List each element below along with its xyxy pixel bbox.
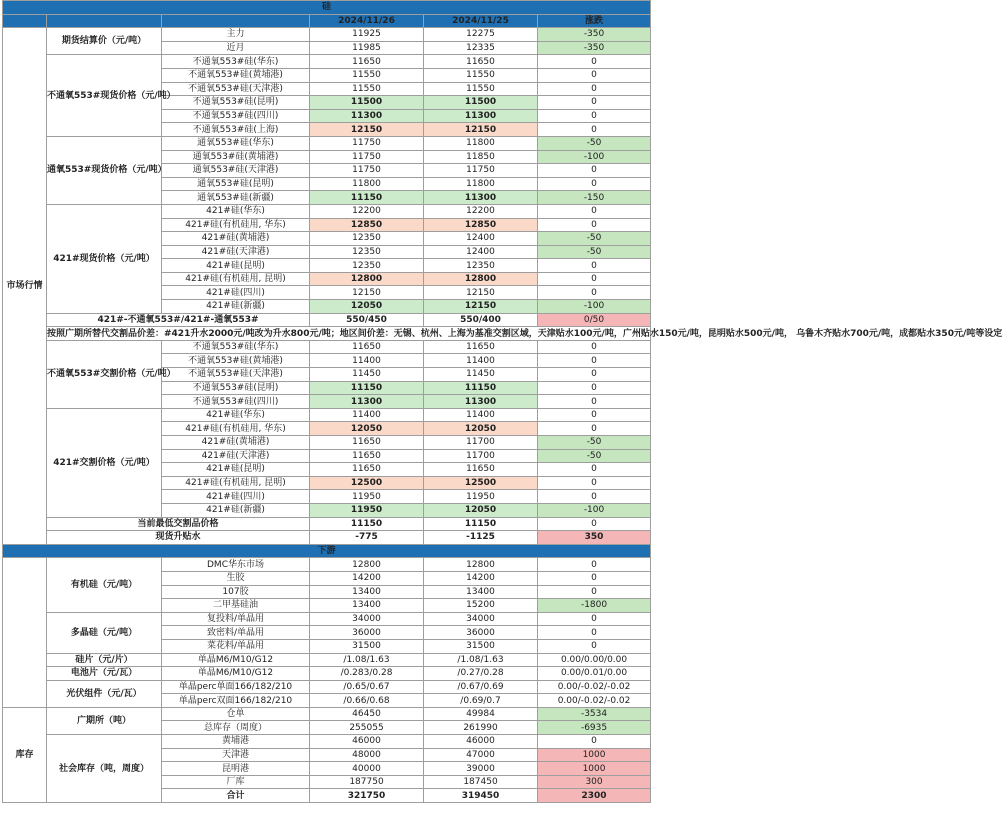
header-title-row: [3, 1, 651, 15]
value-date1: 11950: [310, 490, 424, 504]
value-date1: -775: [310, 531, 424, 545]
value-date1: 11150: [310, 381, 424, 395]
item-name: 单晶M6/M10/G12: [162, 653, 310, 667]
value-date2: 12500: [424, 476, 538, 490]
item-name: 421#硅(有机硅用, 华东): [162, 422, 310, 436]
category-label: 硅片（元/片）: [47, 653, 162, 667]
value-date2: 49984: [424, 707, 538, 721]
value-date1: 48000: [310, 748, 424, 762]
value-date2: 11150: [424, 517, 538, 531]
value-date1: 14200: [310, 571, 424, 585]
value-date2: 13400: [424, 585, 538, 599]
table-row: [3, 136, 651, 150]
item-name: 通氧553#硅(黄埔港): [162, 150, 310, 164]
value-date1: 11400: [310, 408, 424, 422]
item-name: DMC华东市场: [162, 558, 310, 572]
item-name: 不通氧553#硅(昆明): [162, 381, 310, 395]
value-change: 0: [538, 204, 651, 218]
value-change: 0: [538, 272, 651, 286]
value-date2: -1125: [424, 531, 538, 545]
min-delivery-label: 当前最低交割品价格: [47, 517, 310, 531]
value-date1: 321750: [310, 789, 424, 803]
value-date2: 12150: [424, 286, 538, 300]
value-date2: 11300: [424, 395, 538, 409]
value-date1: 12850: [310, 218, 424, 232]
spread-row: [3, 313, 651, 327]
value-change: 0: [538, 381, 651, 395]
value-change: 0: [538, 626, 651, 640]
item-name: 不通氧553#硅(天津港): [162, 82, 310, 96]
value-date2: 12200: [424, 204, 538, 218]
value-date2: 11700: [424, 449, 538, 463]
item-name: 生胶: [162, 571, 310, 585]
item-name: 421#硅(新疆): [162, 503, 310, 517]
value-date1: /0.65/0.67: [310, 680, 424, 694]
item-name: 单晶perc双面166/182/210: [162, 694, 310, 708]
delivery-note: 按照广期所替代交割品价差：#421升水2000元/吨改为升水800元/吨；地区间价差：无锡、杭州、上海为基准交割区域，天津贴水100元/吨，广州贴水150元/吨，昆明贴水500元/吨， 乌鲁木齐贴水700元/吨，成都贴水350元/吨等设定: [47, 328, 1002, 339]
value-date2: 14200: [424, 571, 538, 585]
value-date2: 11400: [424, 408, 538, 422]
value-change: -100: [538, 503, 651, 517]
corner-cell: [162, 14, 310, 28]
item-name: 421#硅(黄埔港): [162, 436, 310, 450]
value-change: -50: [538, 436, 651, 450]
value-date2: 12800: [424, 272, 538, 286]
value-date1: 11650: [310, 436, 424, 450]
value-date2: 34000: [424, 612, 538, 626]
basis-label: 现货升贴水: [47, 531, 310, 545]
value-change: 0: [538, 408, 651, 422]
value-change: -350: [538, 28, 651, 42]
item-name: 近月: [162, 41, 310, 55]
value-date2: 11300: [424, 191, 538, 205]
item-name: 黄埔港: [162, 735, 310, 749]
inventory-section-label: 库存: [3, 707, 47, 802]
value-change: 0: [538, 476, 651, 490]
value-date2: /0.69/0.7: [424, 694, 538, 708]
value-date1: 11750: [310, 164, 424, 178]
item-name: 合计: [162, 789, 310, 803]
value-change: 0/50: [538, 313, 651, 327]
value-change: 300: [538, 775, 651, 789]
value-date2: 12850: [424, 218, 538, 232]
value-change: 2300: [538, 789, 651, 803]
value-date1: 34000: [310, 612, 424, 626]
value-date2: 11650: [424, 55, 538, 69]
item-name: 不通氧553#硅(四川): [162, 395, 310, 409]
value-date2: 550/400: [424, 313, 538, 327]
value-date2: /0.27/0.28: [424, 667, 538, 681]
section-label: 市场行情: [3, 28, 47, 545]
value-date2: 11500: [424, 96, 538, 110]
table-row: [3, 680, 651, 694]
column-date2: 2024/11/25: [424, 14, 538, 28]
note-row: [3, 327, 651, 341]
value-date2: 261990: [424, 721, 538, 735]
value-date2: 11550: [424, 82, 538, 96]
value-date2: 12400: [424, 245, 538, 259]
value-date1: 11150: [310, 517, 424, 531]
value-change: 0: [538, 259, 651, 273]
downstream-header-row: [3, 544, 651, 558]
value-change: -350: [538, 41, 651, 55]
category-label: 有机硅（元/吨）: [47, 558, 162, 612]
value-date2: 11450: [424, 368, 538, 382]
value-date2: 11650: [424, 340, 538, 354]
value-date1: /0.283/0.28: [310, 667, 424, 681]
item-name: 通氧553#硅(新疆): [162, 191, 310, 205]
value-date2: 12400: [424, 232, 538, 246]
value-date2: 12050: [424, 503, 538, 517]
item-name: 通氧553#硅(昆明): [162, 177, 310, 191]
value-date1: 12050: [310, 300, 424, 314]
value-date2: 12275: [424, 28, 538, 42]
value-date2: 46000: [424, 735, 538, 749]
value-date2: 15200: [424, 599, 538, 613]
value-date2: 12150: [424, 300, 538, 314]
spread-label: 421#-不通氧553#/421#-通氧553#: [47, 313, 310, 327]
value-date2: 12150: [424, 123, 538, 137]
table-row: [3, 558, 651, 572]
value-date1: 11300: [310, 109, 424, 123]
item-name: 复投料/单晶用: [162, 612, 310, 626]
item-name: 421#硅(有机硅用, 昆明): [162, 272, 310, 286]
value-change: 0: [538, 422, 651, 436]
value-change: -50: [538, 136, 651, 150]
value-date1: 40000: [310, 762, 424, 776]
item-name: 总库存（周度）: [162, 721, 310, 735]
item-name: 421#硅(昆明): [162, 463, 310, 477]
value-date2: 11750: [424, 164, 538, 178]
value-change: -6935: [538, 721, 651, 735]
table-row: [3, 707, 651, 721]
value-date1: 11450: [310, 368, 424, 382]
value-date1: 11300: [310, 395, 424, 409]
value-date1: 12200: [310, 204, 424, 218]
category-label: 421#现货价格（元/吨）: [47, 204, 162, 313]
value-change: -3534: [538, 707, 651, 721]
value-date1: 11650: [310, 55, 424, 69]
value-date2: 11300: [424, 109, 538, 123]
item-name: 天津港: [162, 748, 310, 762]
value-date1: 11925: [310, 28, 424, 42]
value-date1: 11500: [310, 96, 424, 110]
table-row: [3, 735, 651, 749]
value-date1: 46000: [310, 735, 424, 749]
category-label: 通氧553#现货价格（元/吨）: [47, 136, 162, 204]
value-date2: 47000: [424, 748, 538, 762]
item-name: 不通氧553#硅(黄埔港): [162, 354, 310, 368]
item-name: 421#硅(天津港): [162, 245, 310, 259]
item-name: 菜花料/单晶用: [162, 639, 310, 653]
value-date2: 11950: [424, 490, 538, 504]
value-date1: 12500: [310, 476, 424, 490]
column-date1: 2024/11/26: [310, 14, 424, 28]
value-date1: /0.66/0.68: [310, 694, 424, 708]
item-name: 421#硅(天津港): [162, 449, 310, 463]
table-row: [3, 340, 651, 354]
downstream-section-blank: [3, 558, 47, 708]
value-change: 0: [538, 340, 651, 354]
item-name: 通氧553#硅(天津港): [162, 164, 310, 178]
table-row: [3, 667, 651, 681]
value-date1: 11650: [310, 340, 424, 354]
category-label: 不通氧553#现货价格（元/吨）: [47, 55, 162, 137]
item-name: 致密料/单晶用: [162, 626, 310, 640]
column-change: 涨跌: [538, 14, 651, 28]
value-change: -100: [538, 150, 651, 164]
value-date2: 11800: [424, 136, 538, 150]
value-date2: 11700: [424, 436, 538, 450]
item-name: 不通氧553#硅(天津港): [162, 368, 310, 382]
item-name: 单晶M6/M10/G12: [162, 667, 310, 681]
item-name: 421#硅(华东): [162, 408, 310, 422]
category-label: 广期所（吨）: [47, 707, 162, 734]
table-row: [3, 408, 651, 422]
value-date1: 11750: [310, 136, 424, 150]
value-change: 1000: [538, 762, 651, 776]
value-date2: 12350: [424, 259, 538, 273]
value-change: 0: [538, 612, 651, 626]
value-date2: 12050: [424, 422, 538, 436]
item-name: 421#硅(有机硅用, 昆明): [162, 476, 310, 490]
category-label: 社会库存（吨，周度）: [47, 735, 162, 803]
value-change: -150: [538, 191, 651, 205]
value-date1: 11550: [310, 68, 424, 82]
item-name: 421#硅(有机硅用, 华东): [162, 218, 310, 232]
item-name: 421#硅(黄埔港): [162, 232, 310, 246]
value-change: 0: [538, 218, 651, 232]
value-change: 0: [538, 55, 651, 69]
item-name: 不通氧553#硅(华东): [162, 55, 310, 69]
category-label: 光伏组件（元/瓦）: [47, 680, 162, 707]
value-date1: 12350: [310, 245, 424, 259]
value-change: 0: [538, 82, 651, 96]
value-date1: 13400: [310, 585, 424, 599]
category-label: 421#交割价格（元/吨）: [47, 408, 162, 517]
silicon-price-table: [2, 0, 1002, 803]
value-date1: 12050: [310, 422, 424, 436]
value-date2: 319450: [424, 789, 538, 803]
item-name: 不通氧553#硅(昆明): [162, 96, 310, 110]
value-change: 0: [538, 354, 651, 368]
item-name: 421#硅(新疆): [162, 300, 310, 314]
value-date1: 12150: [310, 286, 424, 300]
value-date1: 11950: [310, 503, 424, 517]
value-date1: 12800: [310, 272, 424, 286]
value-date2: 11850: [424, 150, 538, 164]
value-date1: 36000: [310, 626, 424, 640]
value-change: -50: [538, 449, 651, 463]
value-change: 0: [538, 68, 651, 82]
category-label: 电池片（元/瓦）: [47, 667, 162, 681]
value-date2: /0.67/0.69: [424, 680, 538, 694]
value-date2: 36000: [424, 626, 538, 640]
value-change: 0: [538, 490, 651, 504]
value-change: 0: [538, 368, 651, 382]
value-date1: 187750: [310, 775, 424, 789]
item-name: 二甲基硅油: [162, 599, 310, 613]
category-label: 不通氧553#交割价格（元/吨）: [47, 340, 162, 408]
value-date1: 11650: [310, 449, 424, 463]
item-name: 仓单: [162, 707, 310, 721]
value-change: 350: [538, 531, 651, 545]
value-change: 0: [538, 585, 651, 599]
value-date1: 13400: [310, 599, 424, 613]
table-row: [3, 612, 651, 626]
value-date1: 11650: [310, 463, 424, 477]
value-change: 0: [538, 463, 651, 477]
item-name: 不通氧553#硅(上海): [162, 123, 310, 137]
value-change: 0.00/-0.02/-0.02: [538, 694, 651, 708]
value-change: 0: [538, 558, 651, 572]
corner-cell: [47, 14, 162, 28]
value-date1: 31500: [310, 639, 424, 653]
item-name: 昆明港: [162, 762, 310, 776]
value-date1: 12150: [310, 123, 424, 137]
value-date1: 12350: [310, 232, 424, 246]
value-date2: 11400: [424, 354, 538, 368]
category-label: 期货结算价（元/吨）: [47, 28, 162, 55]
value-change: -50: [538, 245, 651, 259]
value-date2: 31500: [424, 639, 538, 653]
item-name: 421#硅(四川): [162, 490, 310, 504]
item-name: 107胶: [162, 585, 310, 599]
value-date2: 11650: [424, 463, 538, 477]
value-date1: 12800: [310, 558, 424, 572]
item-name: 421#硅(四川): [162, 286, 310, 300]
value-date1: 550/450: [310, 313, 424, 327]
item-name: 主力: [162, 28, 310, 42]
value-change: 0: [538, 177, 651, 191]
value-change: 0: [538, 735, 651, 749]
value-change: 0: [538, 96, 651, 110]
category-label: 多晶硅（元/吨）: [47, 612, 162, 653]
value-date1: 11150: [310, 191, 424, 205]
value-date1: 11400: [310, 354, 424, 368]
item-name: 421#硅(华东): [162, 204, 310, 218]
value-change: 0.00/0.01/0.00: [538, 667, 651, 681]
value-date2: /1.08/1.63: [424, 653, 538, 667]
value-change: 0: [538, 164, 651, 178]
value-change: 0: [538, 109, 651, 123]
value-change: 1000: [538, 748, 651, 762]
value-change: -1800: [538, 599, 651, 613]
value-date2: 11150: [424, 381, 538, 395]
value-date2: 11550: [424, 68, 538, 82]
value-date2: 187450: [424, 775, 538, 789]
value-date1: 46450: [310, 707, 424, 721]
item-name: 通氧553#硅(华东): [162, 136, 310, 150]
value-date1: 11800: [310, 177, 424, 191]
value-date2: 11800: [424, 177, 538, 191]
value-change: 0: [538, 571, 651, 585]
item-name: 不通氧553#硅(四川): [162, 109, 310, 123]
value-change: 0: [538, 639, 651, 653]
item-name: 单晶perc单面166/182/210: [162, 680, 310, 694]
value-date1: 12350: [310, 259, 424, 273]
item-name: 421#硅(昆明): [162, 259, 310, 273]
corner-cell: [3, 14, 47, 28]
table-row: [3, 204, 651, 218]
min-delivery-row: [3, 517, 651, 531]
item-name: 厂库: [162, 775, 310, 789]
header-column-row: [3, 14, 651, 28]
item-name: 不通氧553#硅(黄埔港): [162, 68, 310, 82]
value-change: 0: [538, 123, 651, 137]
value-date2: 39000: [424, 762, 538, 776]
item-name: 不通氧553#硅(华东): [162, 340, 310, 354]
value-date1: 255055: [310, 721, 424, 735]
value-change: -100: [538, 300, 651, 314]
value-date2: 12800: [424, 558, 538, 572]
value-change: 0: [538, 286, 651, 300]
table-row: [3, 55, 651, 69]
value-change: 0.00/-0.02/-0.02: [538, 680, 651, 694]
value-change: 0: [538, 395, 651, 409]
value-date1: 11750: [310, 150, 424, 164]
downstream-title: 下游: [3, 544, 651, 558]
basis-row: [3, 531, 651, 545]
value-date1: 11985: [310, 41, 424, 55]
value-date1: 11550: [310, 82, 424, 96]
value-date2: 12335: [424, 41, 538, 55]
table-row: [3, 653, 651, 667]
sheet-title: 硅: [3, 1, 651, 15]
value-change: 0: [538, 517, 651, 531]
value-change: -50: [538, 232, 651, 246]
table-row: [3, 28, 651, 42]
value-date1: /1.08/1.63: [310, 653, 424, 667]
value-change: 0.00/0.00/0.00: [538, 653, 651, 667]
